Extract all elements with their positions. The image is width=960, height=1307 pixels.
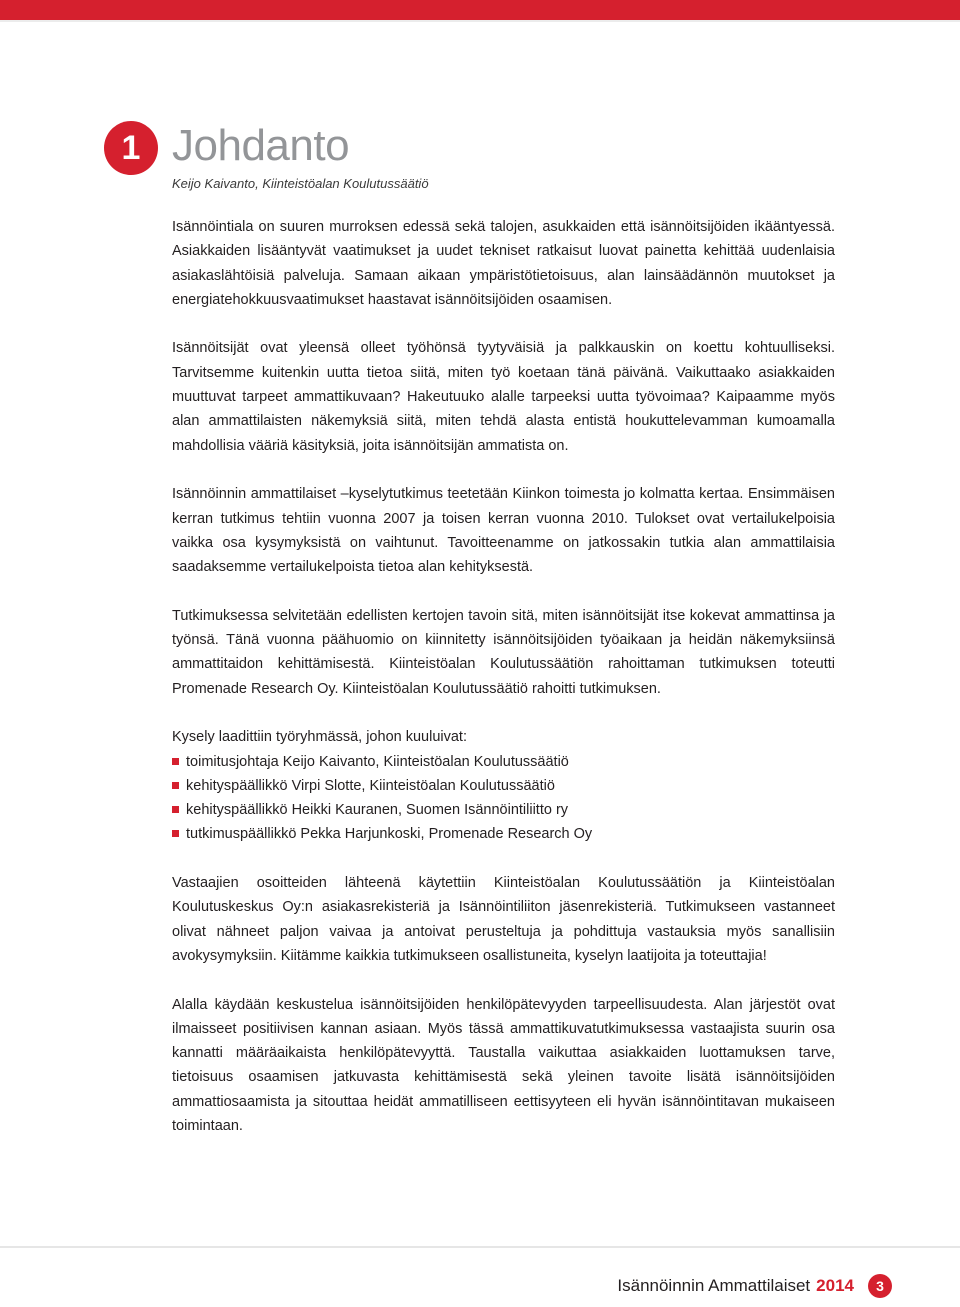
author-line: Keijo Kaivanto, Kiinteistöalan Koulutussäätiö	[172, 176, 429, 191]
chapter-number-badge: 1	[104, 121, 158, 175]
paragraph: Isännöinnin ammattilaiset –kyselytutkimus teetetään Kiinkon toimesta jo kolmatta kertaa. Ensimmäisen kerran tutkimus tehtiin vuonna 2007 ja toisen kerran vuonna 2010. Tulokset ovat vertailukelpoisia vaikka osa kysymyksistä on vaihtunut. Tavoitteenamme on jatkossakin tutkia alan ammattilaisia saadaksemme vertailukelpoista tietoa alan kehityksestä.	[172, 486, 835, 576]
top-accent-bar	[0, 0, 960, 20]
list-item-text: toimitusjohtaja Keijo Kaivanto, Kiinteistöalan Koulutussäätiö	[186, 753, 569, 770]
main-content	[172, 215, 835, 1163]
list-item	[172, 750, 835, 774]
list-item	[172, 774, 835, 798]
list-item-text: kehityspäällikkö Virpi Slotte, Kiinteistöalan Koulutussäätiö	[186, 777, 555, 794]
bullet-square-icon	[172, 782, 179, 789]
publication-title: Isännöinnin Ammattilaiset	[617, 1276, 811, 1295]
top-divider	[0, 20, 960, 22]
paragraph: Alalla käydään keskustelua isännöitsijöiden henkilöpätevyyden tarpeellisuudesta. Alan järjestöt ovat ilmaisseet positiivisen kannan asiaan. Myös tässä ammattikuvatutkimuksessa vastaajista suurin osa kannatti määräaikaista henkilöpätevyyttä. Taustalla vaikuttaa asiakkaiden luottamuksen tarve, tietoisuus osaamisen jatkuvasta kehittämisestä sekä yleinen tavoite lisätä isännöitsijöiden ammattiosaamista ja sitouttaa heidät ammatilliseen eettisyyteen eli hyvän isännöintitavan mukaiseen toimintaan.	[172, 996, 835, 1134]
bottom-divider	[0, 1246, 960, 1248]
list-item-text: kehityspäällikkö Heikki Kauranen, Suomen Isännöintiliitto ry	[186, 802, 569, 819]
list-item	[172, 798, 835, 822]
bullet-square-icon	[172, 758, 179, 765]
list-item	[172, 822, 835, 846]
page-title: Johdanto	[172, 121, 350, 170]
publication-year: 2014	[816, 1276, 854, 1295]
list-item-text: tutkimuspäällikkö Pekka Harjunkoski, Promenade Research Oy	[186, 826, 593, 843]
bullet-square-icon	[172, 806, 179, 813]
paragraph: Vastaajien osoitteiden lähteenä käytettiin Kiinteistöalan Koulutussäätiön ja Kiinteistöalan Koulutuskeskus Oy:n asiakasrekisteriä ja Isännöintiliiton jäsenrekisteriä. Tutkimukseen vastanneet olivat nähneet paljon vaivaa ja antoivat perusteltuja ja pohdittuja vastauksia myös sanallisiin avokysymyksiin. Kiitämme kaikkia tutkimukseen osallistuneita, kyselyn laatijoita ja toteuttajia!	[172, 875, 835, 964]
paragraph: Isännöintiala on suuren murroksen edessä sekä talojen, asukkaiden että isännöitsijöiden ikääntyessä. Asiakkaiden lisääntyvät vaatimukset ja uudet tekniset ratkaisut luovat painetta kehittää uudenlaisia asiakaslähtöisiä palveluja. Samaan aikaan ympäristötietoisuus, alan lainsäädännön muutokset ja energiatehokkuusvaatimukset haastavat isännöitsijöiden osaamisen.	[172, 219, 835, 308]
bullet-square-icon	[172, 830, 179, 837]
page-number-badge: 3	[868, 1274, 892, 1298]
paragraph: Isännöitsijät ovat yleensä olleet työhönsä tyytyväisiä ja palkkauskin on koettu kohtuulliseksi. Tarvitsemme kuitenkin uutta tietoa siitä, miten työ koetaan tänä päivänä. Vaikuttaako asiakkaiden muuttuvat tarpeet ammattikuvaan? Hakeutuuko alalle tarpeeksi uutta työvoimaa? Kaipaamme myös alan ammattilaisten näkemyksiä siitä, miten tehdä alasta entistä houkuttelevamman kumoamalla mahdollisia vääriä käsityksiä, joita isännöitsijän ammatista on.	[172, 340, 835, 454]
working-group-list	[172, 750, 835, 847]
paragraph: Tutkimuksessa selvitetään edellisten kertojen tavoin sitä, miten isännöitsijät itse kokevat ammattinsa ja työnsä. Tänä vuonna päähuomio on kiinnitetty isännöitsijöiden työaikaan ja heidän näkemyksiinsä ammattitaidon kehittämisestä. Kiinteistöalan Koulutussäätiön rahoittaman tutkimuksen toteutti Promenade Research Oy. Kiinteistöalan Koulutussäätiö rahoitti tutkimuksen.	[172, 607, 835, 697]
page-footer	[617, 1274, 892, 1298]
list-intro: Kysely laadittiin työryhmässä, johon kuuluivat:	[172, 729, 467, 746]
